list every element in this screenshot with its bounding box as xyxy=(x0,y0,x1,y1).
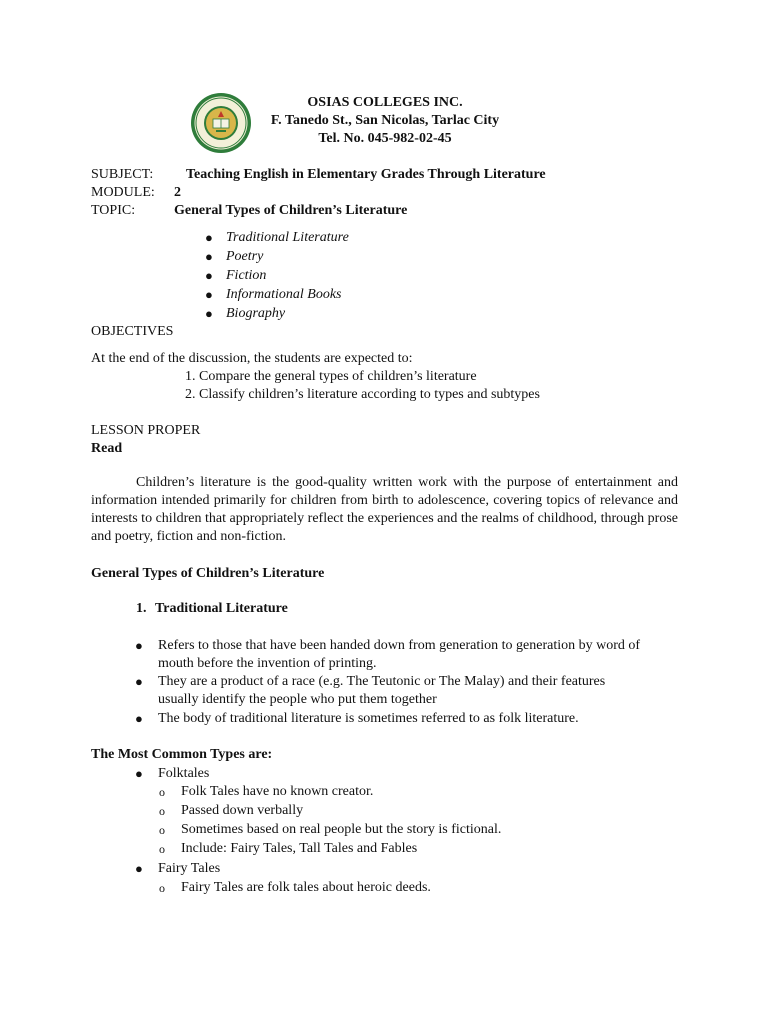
bullet-icon: ● xyxy=(135,766,143,781)
subject-label: SUBJECT: xyxy=(91,167,154,182)
bullet-line: They are a product of a race (e.g. The Teutonic or The Malay) and their features xyxy=(158,674,606,689)
institution-name: OSIAS COLLEGES INC. xyxy=(307,95,463,110)
module-label: MODULE: xyxy=(91,185,155,200)
bullet-icon: ● xyxy=(205,268,213,283)
type-name: Fairy Tales xyxy=(158,861,221,876)
type-detail: Include: Fairy Tales, Tall Tales and Fables xyxy=(181,841,418,856)
bullet-icon: ● xyxy=(205,230,213,245)
section-title: Traditional Literature xyxy=(155,601,288,616)
section-number: 1. xyxy=(136,601,147,616)
circle-bullet-icon: o xyxy=(159,804,165,818)
bullet-line: mouth before the invention of printing. xyxy=(158,656,377,671)
institution-phone: Tel. No. 045-982-02-45 xyxy=(318,131,452,146)
common-types-heading: The Most Common Types are: xyxy=(91,747,273,762)
subject-value: Teaching English in Elementary Grades Through Literature xyxy=(186,167,546,182)
objective-item: 1. Compare the general types of children’s literature xyxy=(185,369,477,384)
bullet-line: usually identify the people who put them together xyxy=(158,692,437,707)
topic-item: Fiction xyxy=(226,268,267,283)
lesson-paragraph: Children’s literature is the good-quality written work with the purpose of entertainment and information intended primarily for children from birth to adolescence, covering topics of relevance and interests to children that appropriately reflect the experiences and the realms of childhood, through prose and poetry, fiction and non-fiction. xyxy=(91,475,678,544)
types-heading: General Types of Children’s Literature xyxy=(91,566,325,581)
bullet-icon: ● xyxy=(135,711,143,726)
type-detail: Passed down verbally xyxy=(181,803,304,818)
bullet-icon: ● xyxy=(205,306,213,321)
topic-item: Biography xyxy=(226,306,286,321)
bullet-icon: ● xyxy=(135,674,143,689)
topic-value: General Types of Children’s Literature xyxy=(174,203,408,218)
read-label: Read xyxy=(91,441,123,456)
topic-item: Informational Books xyxy=(226,287,342,302)
objectives-intro: At the end of the discussion, the students are expected to: xyxy=(91,351,413,366)
circle-bullet-icon: o xyxy=(159,842,165,856)
circle-bullet-icon: o xyxy=(159,881,165,895)
topic-label: TOPIC: xyxy=(91,203,136,218)
type-detail: Sometimes based on real people but the story is fictional. xyxy=(181,822,502,837)
module-value: 2 xyxy=(174,185,181,200)
bullet-line: The body of traditional literature is sometimes referred to as folk literature. xyxy=(158,711,579,726)
objectives-heading: OBJECTIVES xyxy=(91,324,174,339)
topic-item: Traditional Literature xyxy=(226,230,349,245)
bullet-icon: ● xyxy=(205,249,213,264)
bullet-icon: ● xyxy=(205,287,213,302)
topic-item: Poetry xyxy=(226,249,264,264)
bullet-icon: ● xyxy=(135,638,143,653)
type-detail: Fairy Tales are folk tales about heroic deeds. xyxy=(181,880,431,895)
circle-bullet-icon: o xyxy=(159,785,165,799)
circle-bullet-icon: o xyxy=(159,823,165,837)
objective-item: 2. Classify children’s literature according to types and subtypes xyxy=(185,387,540,402)
bullet-line: Refers to those that have been handed down from generation to generation by word of xyxy=(158,638,641,653)
institution-address: F. Tanedo St., San Nicolas, Tarlac City xyxy=(270,113,500,128)
bullet-icon: ● xyxy=(135,861,143,876)
lesson-heading: LESSON PROPER xyxy=(91,423,201,438)
type-name: Folktales xyxy=(158,766,210,781)
type-detail: Folk Tales have no known creator. xyxy=(181,784,374,799)
